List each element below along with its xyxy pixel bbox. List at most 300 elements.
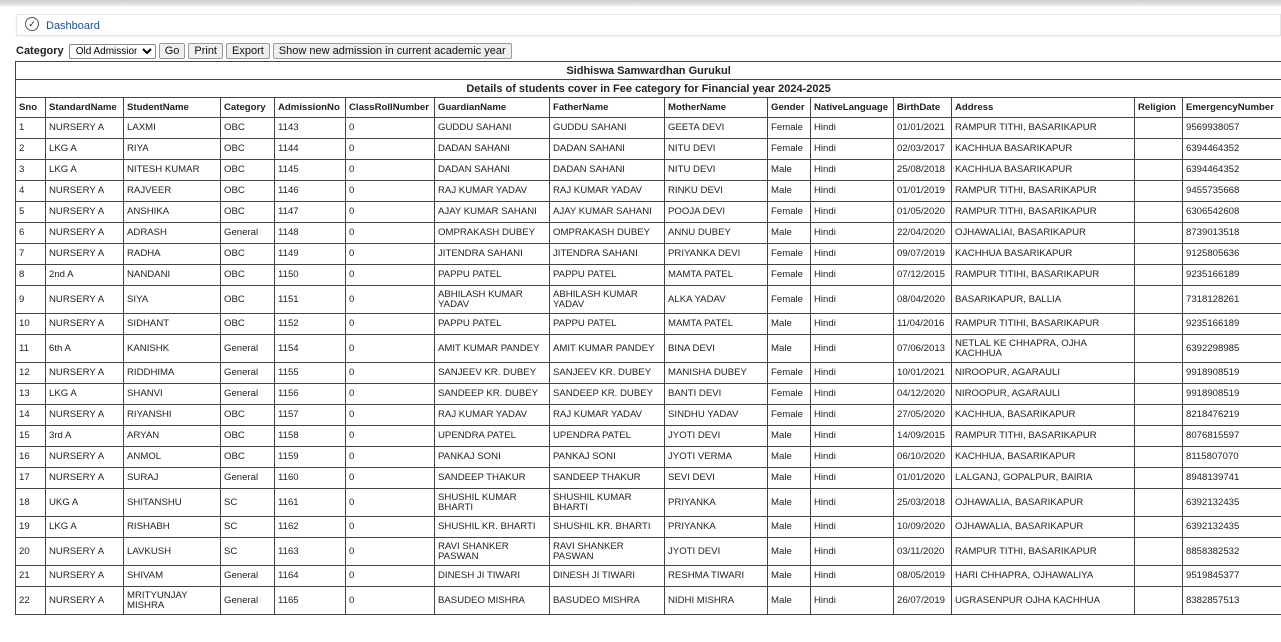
- table-cell: 2nd A: [46, 265, 124, 286]
- table-cell: 1163: [275, 538, 346, 566]
- table-cell: 27/05/2020: [894, 405, 952, 426]
- table-cell: LKG A: [46, 384, 124, 405]
- table-cell: Hindi: [811, 587, 894, 615]
- table-cell: Male: [768, 587, 811, 615]
- table-cell: General: [221, 363, 275, 384]
- column-header: StudentName: [124, 98, 221, 118]
- table-cell: KACHHUA, BASARIKAPUR: [952, 405, 1135, 426]
- table-cell: NURSERY A: [46, 405, 124, 426]
- table-row: [16, 384, 1281, 405]
- table-cell: 2: [16, 139, 46, 160]
- table-cell: KACHHUA, BASARIKAPUR: [952, 447, 1135, 468]
- table-cell: 19: [16, 517, 46, 538]
- table-cell: AMIT KUMAR PANDEY: [435, 335, 550, 363]
- table-cell: Hindi: [811, 468, 894, 489]
- table-cell: OMPRAKASH DUBEY: [435, 223, 550, 244]
- table-cell: DADAN SAHANI: [435, 139, 550, 160]
- table-cell: 1165: [275, 587, 346, 615]
- table-cell: 5: [16, 202, 46, 223]
- table-cell: POOJA DEVI: [665, 202, 768, 223]
- table-cell: Hindi: [811, 335, 894, 363]
- table-cell: SINDHU YADAV: [665, 405, 768, 426]
- table-cell: 11: [16, 335, 46, 363]
- table-cell: SC: [221, 538, 275, 566]
- column-header: AdmissionNo: [275, 98, 346, 118]
- table-cell: 10/09/2020: [894, 517, 952, 538]
- table-cell: 0: [346, 181, 435, 202]
- table-cell: RAMPUR TITHI, BASARIKAPUR: [952, 202, 1135, 223]
- column-header: BirthDate: [894, 98, 952, 118]
- table-cell: Hindi: [811, 118, 894, 139]
- table-cell: Hindi: [811, 566, 894, 587]
- table-cell: Female: [768, 118, 811, 139]
- table-cell: RAJ KUMAR YADAV: [550, 405, 665, 426]
- table-cell: 0: [346, 517, 435, 538]
- table-cell: NURSERY A: [46, 223, 124, 244]
- table-cell: 3: [16, 160, 46, 181]
- table-cell: 25/03/2018: [894, 489, 952, 517]
- table-cell: MRITYUNJAY MISHRA: [124, 587, 221, 615]
- breadcrumb: [16, 14, 1281, 36]
- table-cell: LALGANJ, GOPALPUR, BAIRIA: [952, 468, 1135, 489]
- table-cell: 0: [346, 139, 435, 160]
- table-cell: Male: [768, 566, 811, 587]
- table-cell: NURSERY A: [46, 468, 124, 489]
- column-header: ClassRollNumber: [346, 98, 435, 118]
- table-cell: PAPPU PATEL: [435, 314, 550, 335]
- table-cell: OBC: [221, 118, 275, 139]
- table-cell: SANDEEP THAKUR: [550, 468, 665, 489]
- table-cell: 1151: [275, 286, 346, 314]
- table-cell: [1135, 587, 1183, 615]
- table-cell: LKG A: [46, 139, 124, 160]
- table-cell: [1135, 489, 1183, 517]
- table-cell: LAVKUSH: [124, 538, 221, 566]
- table-cell: NIDHI MISHRA: [665, 587, 768, 615]
- table-row: [16, 335, 1281, 363]
- table-cell: PAPPU PATEL: [550, 314, 665, 335]
- column-header-row: [16, 98, 1281, 118]
- table-row: [16, 202, 1281, 223]
- table-cell: NURSERY A: [46, 314, 124, 335]
- table-cell: 0: [346, 489, 435, 517]
- table-cell: PANKAJ SONI: [435, 447, 550, 468]
- check-circle-icon: ✓: [25, 17, 39, 31]
- table-cell: Male: [768, 489, 811, 517]
- table-cell: ANMOL: [124, 447, 221, 468]
- table-cell: GUDDU SAHANI: [550, 118, 665, 139]
- table-cell: NURSERY A: [46, 118, 124, 139]
- table-cell: 1164: [275, 566, 346, 587]
- table-cell: 0: [346, 566, 435, 587]
- table-cell: OBC: [221, 181, 275, 202]
- table-row: [16, 468, 1281, 489]
- table-cell: KANISHK: [124, 335, 221, 363]
- print-button[interactable]: Print: [188, 43, 223, 59]
- table-cell: NURSERY A: [46, 538, 124, 566]
- table-cell: 6392298985: [1183, 335, 1281, 363]
- table-cell: 0: [346, 426, 435, 447]
- table-cell: [1135, 314, 1183, 335]
- table-cell: 1144: [275, 139, 346, 160]
- table-cell: 6392132435: [1183, 517, 1281, 538]
- table-cell: 8115807070: [1183, 447, 1281, 468]
- table-cell: Hindi: [811, 139, 894, 160]
- table-cell: [1135, 139, 1183, 160]
- table-cell: 21: [16, 566, 46, 587]
- column-header: GuardianName: [435, 98, 550, 118]
- table-cell: Hindi: [811, 426, 894, 447]
- table-cell: Male: [768, 538, 811, 566]
- table-cell: 3rd A: [46, 426, 124, 447]
- table-cell: DADAN SAHANI: [550, 139, 665, 160]
- table-cell: NURSERY A: [46, 181, 124, 202]
- table-cell: 6394464352: [1183, 139, 1281, 160]
- table-cell: [1135, 405, 1183, 426]
- table-cell: SHUSHIL KR. BHARTI: [550, 517, 665, 538]
- table-cell: HARI CHHAPRA, OJHAWALIYA: [952, 566, 1135, 587]
- table-cell: OBC: [221, 160, 275, 181]
- table-cell: DADAN SAHANI: [435, 160, 550, 181]
- table-cell: MANISHA DUBEY: [665, 363, 768, 384]
- table-cell: Hindi: [811, 363, 894, 384]
- table-cell: OBC: [221, 447, 275, 468]
- table-cell: SANDEEP KR. DUBEY: [550, 384, 665, 405]
- table-cell: 13: [16, 384, 46, 405]
- table-cell: 9918908519: [1183, 384, 1281, 405]
- table-cell: 1149: [275, 244, 346, 265]
- table-cell: SIYA: [124, 286, 221, 314]
- table-cell: Hindi: [811, 160, 894, 181]
- table-cell: 14: [16, 405, 46, 426]
- table-cell: GUDDU SAHANI: [435, 118, 550, 139]
- table-cell: NURSERY A: [46, 202, 124, 223]
- table-cell: NURSERY A: [46, 244, 124, 265]
- table-row: [16, 181, 1281, 202]
- table-cell: NURSERY A: [46, 566, 124, 587]
- table-cell: NANDANI: [124, 265, 221, 286]
- table-cell: UKG A: [46, 489, 124, 517]
- table-cell: 1148: [275, 223, 346, 244]
- table-cell: SC: [221, 517, 275, 538]
- table-row: [16, 405, 1281, 426]
- table-cell: 07/12/2015: [894, 265, 952, 286]
- table-cell: [1135, 118, 1183, 139]
- table-cell: SANDEEP THAKUR: [435, 468, 550, 489]
- table-cell: NITESH KUMAR: [124, 160, 221, 181]
- table-cell: [1135, 363, 1183, 384]
- table-cell: 1155: [275, 363, 346, 384]
- table-cell: 25/08/2018: [894, 160, 952, 181]
- table-cell: 1145: [275, 160, 346, 181]
- table-cell: RAVI SHANKER PASWAN: [435, 538, 550, 566]
- table-cell: 08/05/2019: [894, 566, 952, 587]
- table-cell: DINESH JI TIWARI: [550, 566, 665, 587]
- table-cell: Female: [768, 265, 811, 286]
- table-cell: 6392132435: [1183, 489, 1281, 517]
- table-cell: Hindi: [811, 314, 894, 335]
- table-row: [16, 286, 1281, 314]
- show-new-admission-button[interactable]: Show new admission in current academic year: [273, 43, 512, 59]
- table-cell: [1135, 181, 1183, 202]
- column-header: Religion: [1135, 98, 1183, 118]
- table-row: [16, 160, 1281, 181]
- table-cell: 0: [346, 265, 435, 286]
- table-cell: 01/05/2020: [894, 202, 952, 223]
- table-cell: Hindi: [811, 405, 894, 426]
- table-cell: General: [221, 384, 275, 405]
- table-cell: NURSERY A: [46, 286, 124, 314]
- table-cell: Male: [768, 517, 811, 538]
- table-cell: 09/07/2019: [894, 244, 952, 265]
- table-cell: OBC: [221, 244, 275, 265]
- table-cell: 1157: [275, 405, 346, 426]
- table-cell: 9519845377: [1183, 566, 1281, 587]
- table-cell: PRIYANKA DEVI: [665, 244, 768, 265]
- table-cell: Male: [768, 181, 811, 202]
- table-cell: NURSERY A: [46, 363, 124, 384]
- table-cell: 16: [16, 447, 46, 468]
- table-cell: 1161: [275, 489, 346, 517]
- table-cell: Hindi: [811, 384, 894, 405]
- table-cell: 9455735668: [1183, 181, 1281, 202]
- table-cell: MAMTA PATEL: [665, 314, 768, 335]
- table-cell: Female: [768, 244, 811, 265]
- table-cell: 1156: [275, 384, 346, 405]
- table-cell: RAJ KUMAR YADAV: [435, 405, 550, 426]
- table-cell: 04/12/2020: [894, 384, 952, 405]
- column-header: Sno: [16, 98, 46, 118]
- table-cell: [1135, 244, 1183, 265]
- category-select[interactable]: [69, 44, 156, 59]
- table-cell: 0: [346, 538, 435, 566]
- table-cell: 9235166189: [1183, 265, 1281, 286]
- table-cell: Hindi: [811, 489, 894, 517]
- table-cell: [1135, 202, 1183, 223]
- export-button[interactable]: Export: [226, 43, 270, 59]
- table-cell: 15: [16, 426, 46, 447]
- table-cell: [1135, 223, 1183, 244]
- table-cell: ALKA YADAV: [665, 286, 768, 314]
- table-cell: [1135, 335, 1183, 363]
- table-cell: 0: [346, 118, 435, 139]
- table-cell: SHUSHIL KR. BHARTI: [435, 517, 550, 538]
- table-cell: SEVI DEVI: [665, 468, 768, 489]
- table-cell: Female: [768, 139, 811, 160]
- table-cell: ABHILASH KUMAR YADAV: [435, 286, 550, 314]
- table-cell: [1135, 160, 1183, 181]
- table-cell: [1135, 538, 1183, 566]
- table-cell: BASUDEO MISHRA: [550, 587, 665, 615]
- table-cell: 6306542608: [1183, 202, 1281, 223]
- table-cell: 6th A: [46, 335, 124, 363]
- student-fee-report-table: [15, 61, 1281, 615]
- table-cell: RESHMA TIWARI: [665, 566, 768, 587]
- table-cell: KACHHUA BASARIKAPUR: [952, 160, 1135, 181]
- table-cell: 1: [16, 118, 46, 139]
- table-cell: RAMPUR TITHI, BASARIKAPUR: [952, 118, 1135, 139]
- table-cell: JYOTI DEVI: [665, 538, 768, 566]
- table-cell: DINESH JI TIWARI: [435, 566, 550, 587]
- table-cell: 1146: [275, 181, 346, 202]
- column-header: Gender: [768, 98, 811, 118]
- table-cell: General: [221, 566, 275, 587]
- table-cell: 8948139741: [1183, 468, 1281, 489]
- table-cell: OMPRAKASH DUBEY: [550, 223, 665, 244]
- table-cell: RAMPUR TITHI, BASARIKAPUR: [952, 181, 1135, 202]
- table-cell: [1135, 517, 1183, 538]
- table-cell: SHITANSHU: [124, 489, 221, 517]
- table-cell: OJHAWALIA, BASARIKAPUR: [952, 517, 1135, 538]
- table-cell: 18: [16, 489, 46, 517]
- table-cell: Hindi: [811, 244, 894, 265]
- table-cell: 8382857513: [1183, 587, 1281, 615]
- table-cell: ANNU DUBEY: [665, 223, 768, 244]
- report-subtitle: Details of students cover in Fee category for Financial year 2024-2025: [16, 80, 1281, 98]
- table-cell: OBC: [221, 426, 275, 447]
- table-cell: 1158: [275, 426, 346, 447]
- table-cell: ABHILASH KUMAR YADAV: [550, 286, 665, 314]
- table-cell: RAJ KUMAR YADAV: [550, 181, 665, 202]
- table-cell: PAPPU PATEL: [435, 265, 550, 286]
- go-button[interactable]: Go: [159, 43, 186, 59]
- table-cell: 03/11/2020: [894, 538, 952, 566]
- table-cell: RAJ KUMAR YADAV: [435, 181, 550, 202]
- column-header: FatherName: [550, 98, 665, 118]
- table-row: [16, 244, 1281, 265]
- table-cell: 1160: [275, 468, 346, 489]
- table-cell: 10/01/2021: [894, 363, 952, 384]
- table-cell: PANKAJ SONI: [550, 447, 665, 468]
- table-cell: 12: [16, 363, 46, 384]
- table-cell: 10: [16, 314, 46, 335]
- table-cell: 0: [346, 286, 435, 314]
- table-cell: KACHHUA BASARIKAPUR: [952, 244, 1135, 265]
- table-cell: ARYAN: [124, 426, 221, 447]
- table-cell: 01/01/2020: [894, 468, 952, 489]
- table-cell: SIDHANT: [124, 314, 221, 335]
- school-name: Sidhiswa Samwardhan Gurukul: [16, 62, 1281, 80]
- table-cell: 9125805636: [1183, 244, 1281, 265]
- table-row: [16, 517, 1281, 538]
- column-header: Category: [221, 98, 275, 118]
- table-cell: Male: [768, 160, 811, 181]
- table-cell: RAMPUR TITHI, BASARIKAPUR: [952, 538, 1135, 566]
- table-cell: OBC: [221, 202, 275, 223]
- table-cell: OJHAWALIA, BASARIKAPUR: [952, 489, 1135, 517]
- table-cell: Hindi: [811, 447, 894, 468]
- table-cell: Female: [768, 405, 811, 426]
- table-cell: 07/06/2013: [894, 335, 952, 363]
- table-cell: RAMPUR TITIHI, BASARIKAPUR: [952, 265, 1135, 286]
- table-cell: NURSERY A: [46, 447, 124, 468]
- table-cell: LKG A: [46, 517, 124, 538]
- table-cell: Female: [768, 363, 811, 384]
- table-cell: Female: [768, 202, 811, 223]
- table-cell: 11/04/2016: [894, 314, 952, 335]
- table-cell: 0: [346, 314, 435, 335]
- table-cell: Male: [768, 468, 811, 489]
- table-cell: [1135, 426, 1183, 447]
- table-cell: 0: [346, 160, 435, 181]
- table-cell: NETLAL KE CHHAPRA, OJHA KACHHUA: [952, 335, 1135, 363]
- table-cell: 1159: [275, 447, 346, 468]
- table-cell: 8218476219: [1183, 405, 1281, 426]
- table-row: [16, 587, 1281, 615]
- dashboard-link[interactable]: Dashboard: [46, 20, 100, 32]
- table-cell: 01/01/2021: [894, 118, 952, 139]
- table-cell: BINA DEVI: [665, 335, 768, 363]
- table-cell: 6394464352: [1183, 160, 1281, 181]
- table-cell: 01/01/2019: [894, 181, 952, 202]
- table-cell: 22/04/2020: [894, 223, 952, 244]
- table-cell: 0: [346, 244, 435, 265]
- table-cell: 7: [16, 244, 46, 265]
- table-row: [16, 118, 1281, 139]
- table-cell: 9569938057: [1183, 118, 1281, 139]
- table-cell: NITU DEVI: [665, 160, 768, 181]
- table-cell: General: [221, 335, 275, 363]
- table-cell: RINKU DEVI: [665, 181, 768, 202]
- table-cell: SANJEEV KR. DUBEY: [550, 363, 665, 384]
- table-cell: 1143: [275, 118, 346, 139]
- table-cell: Hindi: [811, 181, 894, 202]
- table-row: [16, 223, 1281, 244]
- table-cell: ADRASH: [124, 223, 221, 244]
- table-cell: Hindi: [811, 265, 894, 286]
- table-cell: 1150: [275, 265, 346, 286]
- table-cell: 20: [16, 538, 46, 566]
- table-cell: LKG A: [46, 160, 124, 181]
- filter-toolbar: [16, 43, 512, 59]
- table-cell: General: [221, 223, 275, 244]
- table-cell: 0: [346, 405, 435, 426]
- table-cell: [1135, 447, 1183, 468]
- table-cell: 0: [346, 384, 435, 405]
- table-cell: 26/07/2019: [894, 587, 952, 615]
- table-cell: 06/10/2020: [894, 447, 952, 468]
- table-cell: Female: [768, 384, 811, 405]
- table-cell: Hindi: [811, 202, 894, 223]
- table-cell: 1152: [275, 314, 346, 335]
- table-cell: 9: [16, 286, 46, 314]
- table-cell: 8076815597: [1183, 426, 1281, 447]
- table-cell: UPENDRA PATEL: [550, 426, 665, 447]
- table-cell: 7318128261: [1183, 286, 1281, 314]
- top-frame-bar: [0, 0, 1281, 6]
- table-cell: 0: [346, 468, 435, 489]
- table-cell: 02/03/2017: [894, 139, 952, 160]
- table-body: [16, 118, 1281, 615]
- table-cell: 0: [346, 447, 435, 468]
- table-cell: Male: [768, 335, 811, 363]
- table-cell: [1135, 468, 1183, 489]
- table-cell: UPENDRA PATEL: [435, 426, 550, 447]
- table-cell: [1135, 384, 1183, 405]
- table-cell: PRIYANKA: [665, 489, 768, 517]
- table-cell: SHUSHIL KUMAR BHARTI: [550, 489, 665, 517]
- table-cell: PAPPU PATEL: [550, 265, 665, 286]
- table-cell: General: [221, 587, 275, 615]
- table-row: [16, 363, 1281, 384]
- table-cell: 0: [346, 202, 435, 223]
- table-cell: SANJEEV KR. DUBEY: [435, 363, 550, 384]
- table-cell: SHIVAM: [124, 566, 221, 587]
- table-cell: Hindi: [811, 538, 894, 566]
- table-cell: 0: [346, 223, 435, 244]
- table-row: [16, 489, 1281, 517]
- table-cell: RIDDHIMA: [124, 363, 221, 384]
